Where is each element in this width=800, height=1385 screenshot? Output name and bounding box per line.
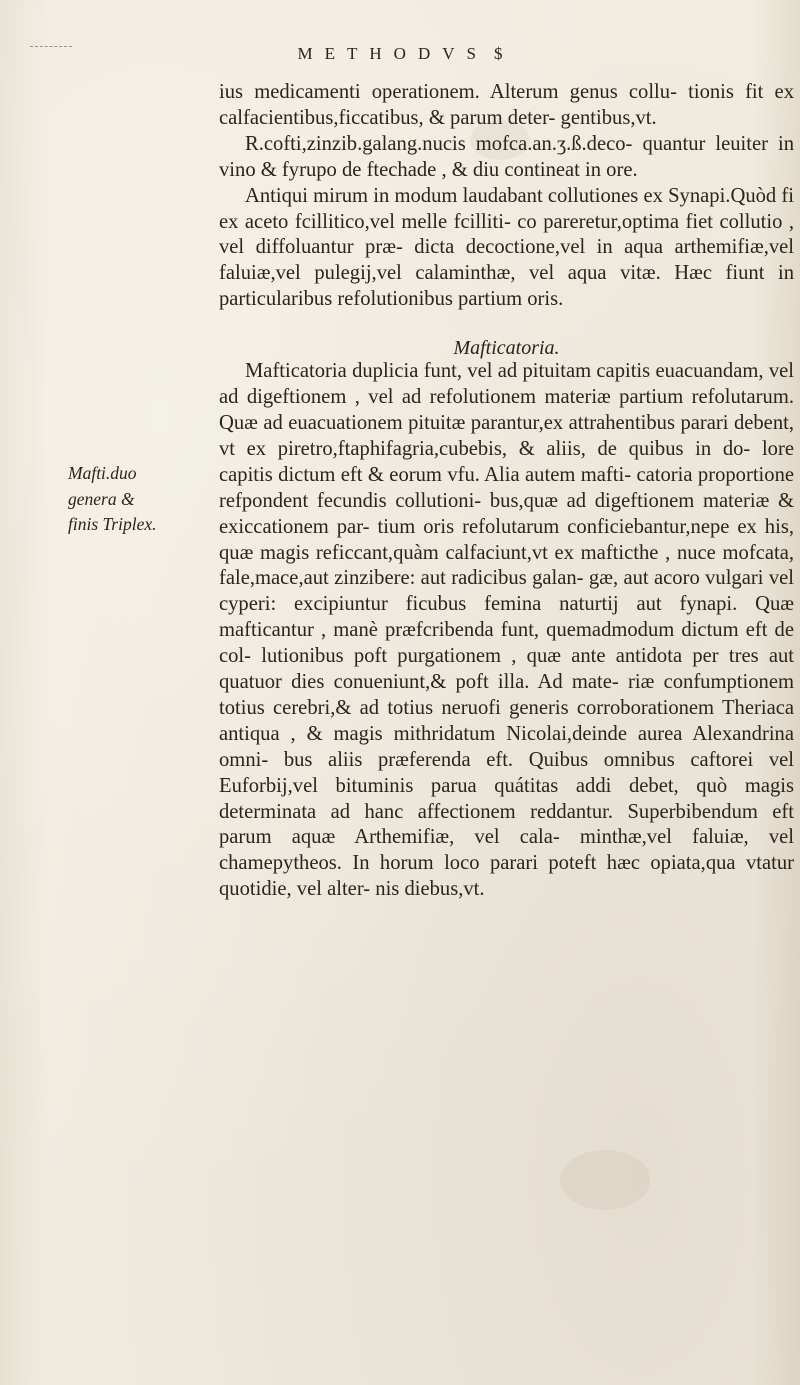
paragraph (219, 132, 794, 184)
text-line: femina naturtij aut fynapi. Quæ mafticantur , manè (219, 593, 794, 642)
text-line: præfcribenda funt, quemadmodum dictum eft de col- (219, 619, 794, 668)
text-line: pulegij,vel calaminthæ, vel aqua vitæ. Hæc fiunt in (314, 262, 794, 285)
text-line: catoria proportione refpondent fecundis collutioni- (219, 463, 795, 512)
text-line: piretro,ftaphifagria,cubebis, & aliis, de quibus in do- (277, 437, 751, 460)
text-line: minthæ,vel faluiæ, vel chamepytheos. In horum loco (219, 826, 794, 875)
text-line: lutionibus poft purgationem , quæ ante antidota per (261, 645, 719, 668)
text-line: generis corroborationem Theriaca antiqua , & magis (219, 696, 794, 745)
running-head-title: METHODVS (297, 44, 488, 63)
marginal-note-line: finis Triplex. (68, 514, 157, 535)
text-line: tres aut quatuor dies conueniunt,& poft illa. Ad mate- (219, 645, 795, 694)
marginal-note-line: genera & (68, 488, 135, 509)
paragraph (219, 184, 794, 314)
text-line: dicta decoctione,vel in aqua arthemifiæ,vel faluiæ,vel (219, 236, 794, 285)
text-line: Euforbij,vel bituminis parua quátitas addi debet, quò (219, 774, 728, 797)
text-line: riæ confumptionem totius cerebri,& ad totius neruofi (219, 671, 794, 719)
text-line: ex Synapi.Quòd fi ex aceto fcillitico,vel melle fcilliti- (219, 184, 794, 233)
text-line: R.cofti,zinzib.galang.nucis mofca.an.ʒ.ß.deco- (245, 132, 633, 155)
marginal-note (68, 461, 208, 538)
text-line: tionis fit ex calfacientibus,ficcatibus, & parum deter- (219, 81, 794, 129)
text-line: quantur leuiter in vino & fyrupo de ftechade , & diu (219, 132, 794, 181)
text-line: contineat in ore. (504, 158, 638, 181)
paragraph (219, 80, 794, 132)
paper-stain (560, 1150, 650, 1210)
text-line: Mafticatoria duplicia funt, vel ad pituitam capitis (245, 360, 651, 383)
section-heading: Mafticatoria. (453, 337, 560, 360)
main-text (219, 80, 794, 903)
text-line: gentibus,vt. (560, 106, 657, 129)
text-line: mofcata, fale,mace,aut zinzibere: aut radicibus galan- (219, 541, 794, 590)
running-head-mark: $ (493, 44, 503, 63)
text-line: Superbibendum eft parum aquæ Arthemifiæ, vel cala- (219, 800, 795, 849)
text-line: lore capitis dictum eft & eorum vfu. Alia autem mafti- (219, 437, 794, 486)
text-line: tium oris refolutarum conficiebantur,nepe ex his, quæ (219, 515, 794, 564)
marginal-note-line: Mafti.duo (68, 463, 137, 483)
text-line: gæ, aut acoro vulgari vel cyperi: excipiuntur ficubus (219, 567, 794, 616)
text-line: co pareretur,optima fiet collutio , vel diffoluantur præ- (219, 210, 794, 259)
text-line: magis reficcant,quàm calfaciunt,vt ex mafticthe , nuce (260, 541, 716, 564)
text-line: particularibus refolutionibus partium oris. (219, 288, 564, 311)
text-line: bus aliis præferenda eft. Quibus omnibus caftorei vel (283, 748, 795, 771)
text-line: pituitæ parantur,ex attrahentibus parari debent, vt ex (219, 411, 794, 460)
text-line: euacuandam, vel ad digeftionem , vel ad refolutionem (219, 360, 794, 409)
text-line: nis diebus,vt. (375, 878, 485, 901)
text-line: mithridatum Nicolai,deinde aurea Alexandrina omni- (219, 722, 794, 771)
text-line: ius medicamenti operationem. Alterum genus collu- (219, 81, 677, 103)
text-line: magis determinata ad hanc affectionem reddantur. (219, 774, 795, 823)
text-line: Antiqui mirum in modum laudabant collutiones (245, 184, 639, 207)
text-line: bus,quæ ad digeftionem materiæ & exiccationem par- (219, 489, 795, 538)
text-line: parari poteft hæc opiata,qua vtatur quotidie, vel alter- (219, 852, 794, 901)
paragraph (219, 359, 794, 903)
running-head (0, 44, 800, 64)
text-line: materiæ partium refolutarum. Quæ ad euacuationem (219, 386, 794, 434)
